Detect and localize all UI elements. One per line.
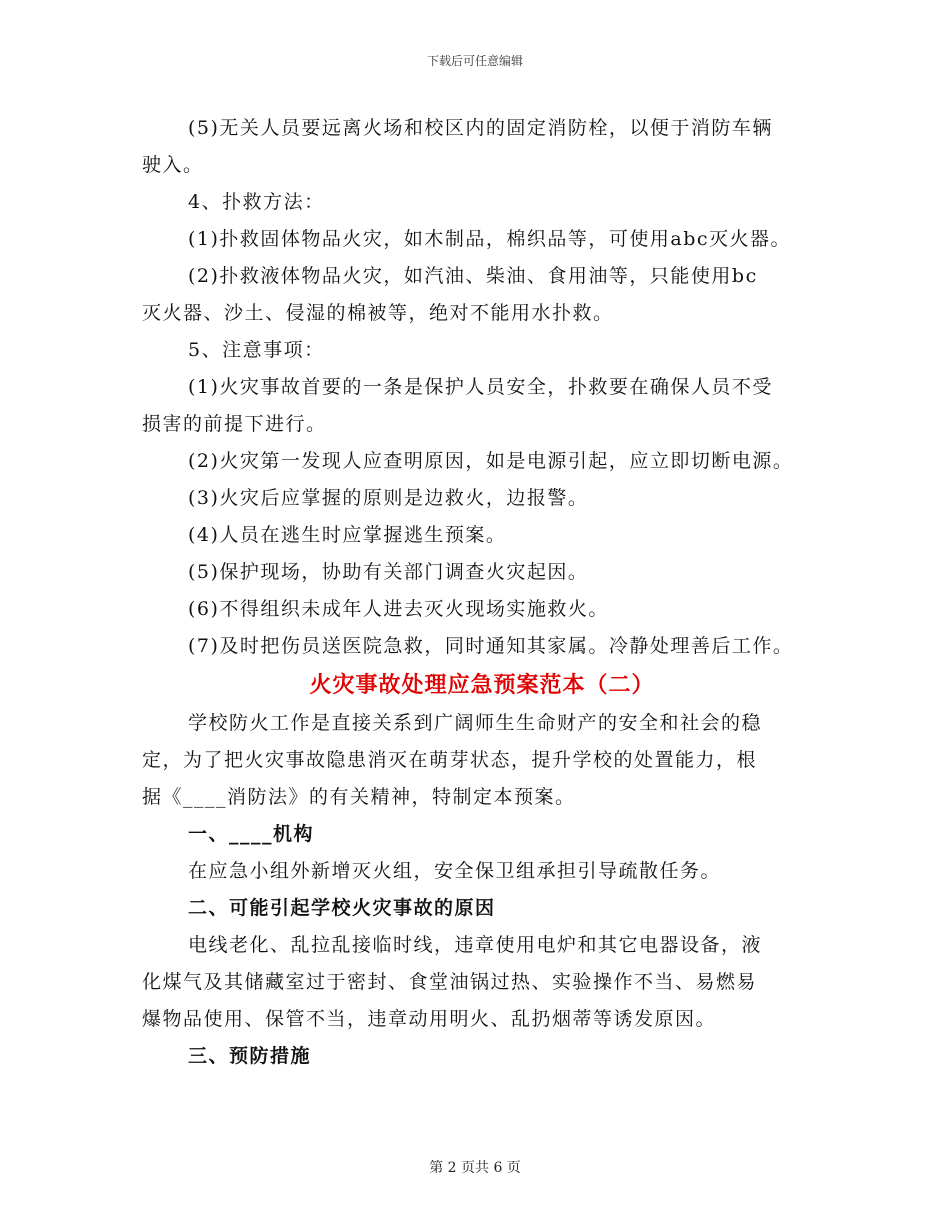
section-heading: 一、____机构 xyxy=(188,823,315,845)
section-heading: 5、注意事项： xyxy=(188,339,325,361)
paragraph-line: (1)扑救固体物品火灾，如木制品，棉织品等，可使用abc灭火器。 xyxy=(188,228,792,250)
paragraph-line: (6)不得组织未成年人进去灭火现场实施救火。 xyxy=(188,598,609,620)
paragraph-line: 电线老化、乱拉乱接临时线，违章使用电炉和其它电器设备，液 xyxy=(188,934,763,956)
page-footer: 第 2 页共 6 页 xyxy=(429,1160,521,1176)
paragraph-line: (4)人员在逃生时应掌握逃生预案。 xyxy=(188,524,507,546)
paragraph-line: 在应急小组外新增灭火组，安全保卫组承担引导疏散任务。 xyxy=(188,860,722,882)
paragraph-line: 损害的前提下进行。 xyxy=(142,413,327,435)
paragraph-line: 驶入。 xyxy=(142,154,204,176)
paragraph-line: 化煤气及其储藏室过于密封、食堂油锅过热、实验操作不当、易燃易 xyxy=(142,971,758,993)
paragraph-line: 爆物品使用、保管不当，违章动用明火、乱扔烟蒂等诱发原因。 xyxy=(142,1008,717,1030)
paragraph-line: (5)保护现场，协助有关部门调查火灾起因。 xyxy=(188,561,589,583)
paragraph-line: 据《____消防法》的有关精神，特制定本预案。 xyxy=(142,786,576,808)
paragraph-line: (7)及时把伤员送医院急救，同时通知其家属。冷静处理善后工作。 xyxy=(188,635,794,657)
page-header: 下载后可任意编辑 xyxy=(426,54,523,68)
paragraph-line: (5)无关人员要远离火场和校区内的固定消防栓，以便于消防车辆 xyxy=(188,117,773,139)
paragraph-line: (1)火灾事故首要的一条是保护人员安全，扑救要在确保人员不受 xyxy=(188,376,773,398)
paragraph-line: (2)扑救液体物品火灾，如汽油、柴油、食用油等，只能使用bc xyxy=(188,265,758,287)
paragraph-line: 灭火器、沙土、侵湿的棉被等，绝对不能用水扑救。 xyxy=(142,302,614,324)
paragraph-line: (2)火灾第一发现人应查明原因，如是电源引起，应立即切断电源。 xyxy=(188,450,794,472)
paragraph-line: (3)火灾后应掌握的原则是边救火，边报警。 xyxy=(188,487,589,509)
section-heading: 二、可能引起学校火灾事故的原因 xyxy=(188,897,496,919)
paragraph-line: 学校防火工作是直接关系到广阔师生生命财产的安全和社会的稳 xyxy=(188,712,763,734)
section-heading: 三、预防措施 xyxy=(188,1045,312,1067)
paragraph-line: 定，为了把火灾事故隐患消灭在萌芽状态，提升学校的处置能力，根 xyxy=(142,749,758,771)
document-title: 火灾事故处理应急预案范本（二） xyxy=(309,672,655,698)
section-heading: 4、扑救方法： xyxy=(188,191,325,213)
document-body xyxy=(142,110,822,1075)
